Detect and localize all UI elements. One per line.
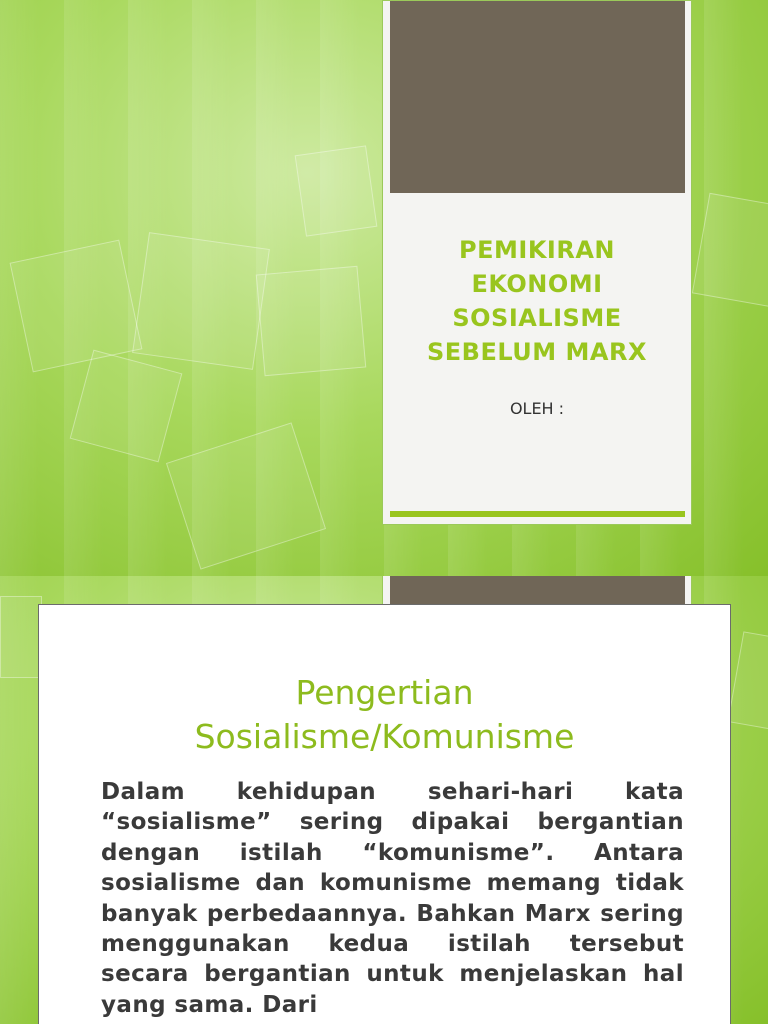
decorative-square <box>166 422 326 569</box>
accent-bar <box>390 511 685 517</box>
section-heading <box>39 671 730 759</box>
decorative-square <box>256 266 367 377</box>
content-slide <box>0 576 768 1024</box>
section-heading-line: Sosialisme/Komunisme <box>194 717 575 756</box>
decorative-square <box>692 193 768 309</box>
decorative-square <box>10 240 143 373</box>
slide-title <box>383 233 691 369</box>
decorative-square <box>0 596 42 678</box>
content-panel <box>38 604 731 1024</box>
slide-title-line: PEMIKIRAN <box>459 236 615 264</box>
decorative-square <box>70 350 183 463</box>
slide-title-line: EKONOMI <box>471 270 603 298</box>
title-image-block <box>390 1 685 193</box>
decorative-square <box>727 631 768 732</box>
body-paragraph: Dalam kehidupan sehari-hari kata “sosialisme” sering dipakai bergantian dengan istilah “komunisme”. Antara sosialisme dan komunisme memang tidak banyak perbedaannya. Bahkan Marx sering menggunakan kedua istilah tersebut secara bergantian untuk menjelaskan hal yang sama. Dari <box>101 779 684 1018</box>
slide-title-line: SEBELUM MARX <box>427 338 647 366</box>
title-panel <box>382 0 692 525</box>
decorative-square <box>295 145 378 236</box>
decorative-square <box>132 232 270 370</box>
slide-title-line: SOSIALISME <box>452 304 622 332</box>
slide-subtitle: OLEH : <box>509 399 565 418</box>
section-heading-line: Pengertian <box>295 673 474 712</box>
